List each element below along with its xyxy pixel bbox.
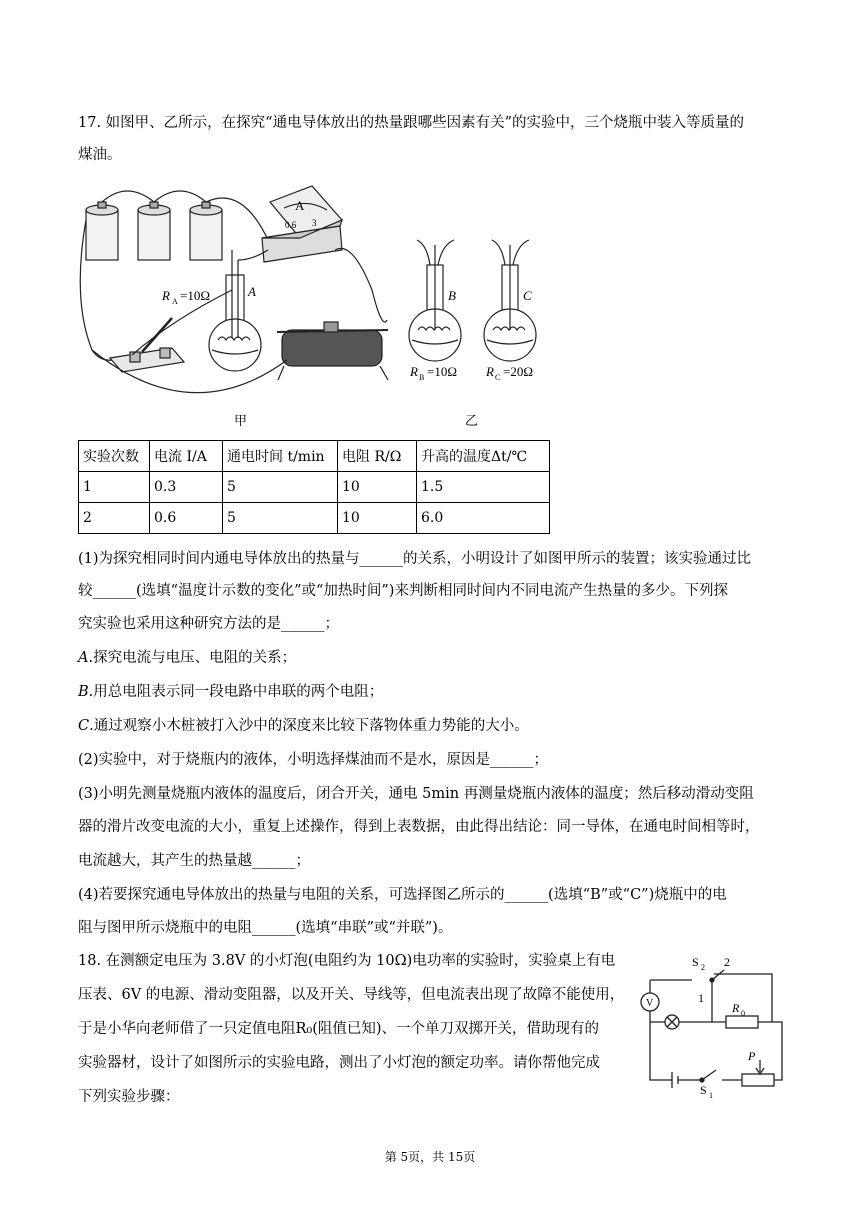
rc-label: R: [486, 364, 494, 379]
table-cell: 0.6: [150, 503, 223, 534]
flask-b-letter: B: [448, 288, 456, 303]
part3-line1: (3)小明先测量烧瓶内液体的温度后，闭合开关，通电 5min 再测量烧瓶内液体的温度；然后移动滑动变阻: [78, 786, 754, 802]
table-header-row: [79, 441, 550, 472]
table-cell: 10: [338, 472, 417, 503]
part4-line1: (4)若要探究通电导体放出的热量与电阻的关系，可选择图乙所示的______(选填“B”或“C”)烧瓶中的电: [78, 887, 727, 903]
part1-line3: 究实验也采用这种研究方法的是______；: [78, 616, 339, 632]
table-cell: 2: [79, 503, 150, 534]
flask-a-letter: A: [248, 284, 256, 299]
ra-sub: A: [172, 297, 178, 306]
q18-line1: 18. 在测额定电压为 3.8V 的小灯泡(电阻约为 10Ω)电功率的实验时，实验桌上有电: [78, 953, 616, 969]
s2-blade: [712, 970, 724, 980]
circuit-diagram: [632, 950, 792, 1100]
flask-c-letter: C: [523, 288, 532, 303]
ammeter-scale-06: 0.6: [285, 220, 297, 230]
part4-line2: 阻与图甲所示烧瓶中的电阻______(选填“串联”或“并联”)。: [78, 920, 453, 936]
s2-label: S: [692, 955, 699, 969]
table-cell: 6.0: [417, 503, 550, 534]
ammeter-letter: A: [295, 198, 305, 213]
option-a-text: .探究电流与电压、电阻的关系；: [88, 650, 297, 666]
table-header: 电流 I/A: [150, 441, 223, 472]
ra-label: R: [162, 288, 170, 303]
part1-line1: (1)为探究相同时间内通电导体放出的热量与______的关系，小明设计了如图甲所示的装置；该实验通过比: [78, 551, 752, 567]
rc-value: =20Ω: [503, 364, 533, 379]
rc-sub: C: [495, 373, 501, 382]
rb-value: =10Ω: [427, 364, 457, 379]
q17-intro-line2: 煤油。: [78, 147, 122, 163]
option-c-text: .通过观察小木桩被打入沙中的深度来比较下落物体重力势能的大小。: [89, 718, 529, 734]
rheostat: [277, 322, 388, 380]
part1-line2: 较______(选填“温度计示数的变化”或“加热时间”)来判断相同时间内不同电流产生热量的多少。下列探: [78, 583, 728, 599]
label-jia: 甲: [234, 413, 248, 428]
battery-cell-2: [138, 202, 170, 260]
voltmeter-letter: V: [646, 998, 654, 1009]
table-cell: 5: [223, 503, 338, 534]
table-header: 通电时间 t/min: [223, 441, 338, 472]
ammeter-scale-3: 3: [312, 218, 317, 228]
option-b-letter: B: [78, 684, 89, 700]
table-header: 实验次数: [79, 441, 150, 472]
flask-a: [209, 250, 261, 371]
s1-blade: [702, 1070, 716, 1080]
q18-line5: 下列实验步骤：: [78, 1089, 180, 1105]
q18-line4: 实验器材，设计了如图所示的实验电路，测出了小灯泡的额定功率。请你帮他完成: [78, 1055, 600, 1071]
ra-value: =10Ω: [180, 288, 210, 303]
r0-sub: 0: [741, 1009, 745, 1018]
table-cell: 0.3: [150, 472, 223, 503]
table-cell: 5: [223, 472, 338, 503]
battery-cell-3: [190, 202, 222, 260]
table-header: 升高的温度Δt/℃: [417, 441, 550, 472]
r0-label: R: [732, 1001, 740, 1015]
s1-sub: 1: [709, 1091, 713, 1100]
p-label: P: [748, 1049, 756, 1063]
table-cell: 1.5: [417, 472, 550, 503]
table-header: 电阻 R/Ω: [338, 441, 417, 472]
q17-intro-line1: 17. 如图甲、乙所示，在探究“通电导体放出的热量跟哪些因素有关”的实验中，三个烧瓶中装入等质量的: [78, 115, 744, 131]
table-cell: 1: [79, 472, 150, 503]
rheostat-icon: [742, 1074, 774, 1086]
page-footer: 第 5页，共 15页: [384, 1150, 476, 1164]
q18-line3: 于是小华向老师借了一只定值电阻R₀(阻值已知)、一个单刀双掷开关，借助现有的: [78, 1021, 600, 1037]
table-cell: 10: [338, 503, 417, 534]
part2: (2)实验中，对于烧瓶内的液体，小明选择煤油而不是水，原因是______；: [78, 752, 549, 768]
s2-sub: 2: [701, 963, 705, 972]
knife-switch: [110, 318, 184, 372]
option-c-letter: C: [78, 718, 90, 734]
rb-label: R: [410, 364, 418, 379]
data-table: [78, 440, 550, 534]
option-c: [78, 711, 784, 741]
part3-line3: 电流越大，其产生的热量越______；: [78, 853, 310, 869]
table-row: [79, 472, 550, 503]
table-row: [79, 503, 550, 534]
q18-line2: 压表、6V 的电源、滑动变阻器，以及开关、导线等，但电流表出现了故障不能使用，: [78, 987, 625, 1003]
option-a-letter: A: [78, 650, 89, 666]
part3-line2: 器的滑片改变电流的大小，重复上述操作，得到上表数据，由此得出结论：同一导体，在通电时间相等时，: [78, 819, 760, 835]
rb-sub: B: [419, 373, 425, 382]
option-b-text: .用总电阻表示同一段电路中串联的两个电阻；: [88, 684, 384, 700]
option-a: [78, 643, 784, 673]
experiment-figure: [72, 180, 562, 430]
pos1-label: 1: [698, 991, 704, 1005]
s1-label: S: [700, 1083, 707, 1097]
option-b: [78, 677, 784, 707]
battery-icon: [672, 1072, 678, 1088]
battery-cell-1: [86, 202, 118, 260]
label-yi: 乙: [465, 413, 479, 428]
pos2-label: 2: [724, 955, 730, 969]
